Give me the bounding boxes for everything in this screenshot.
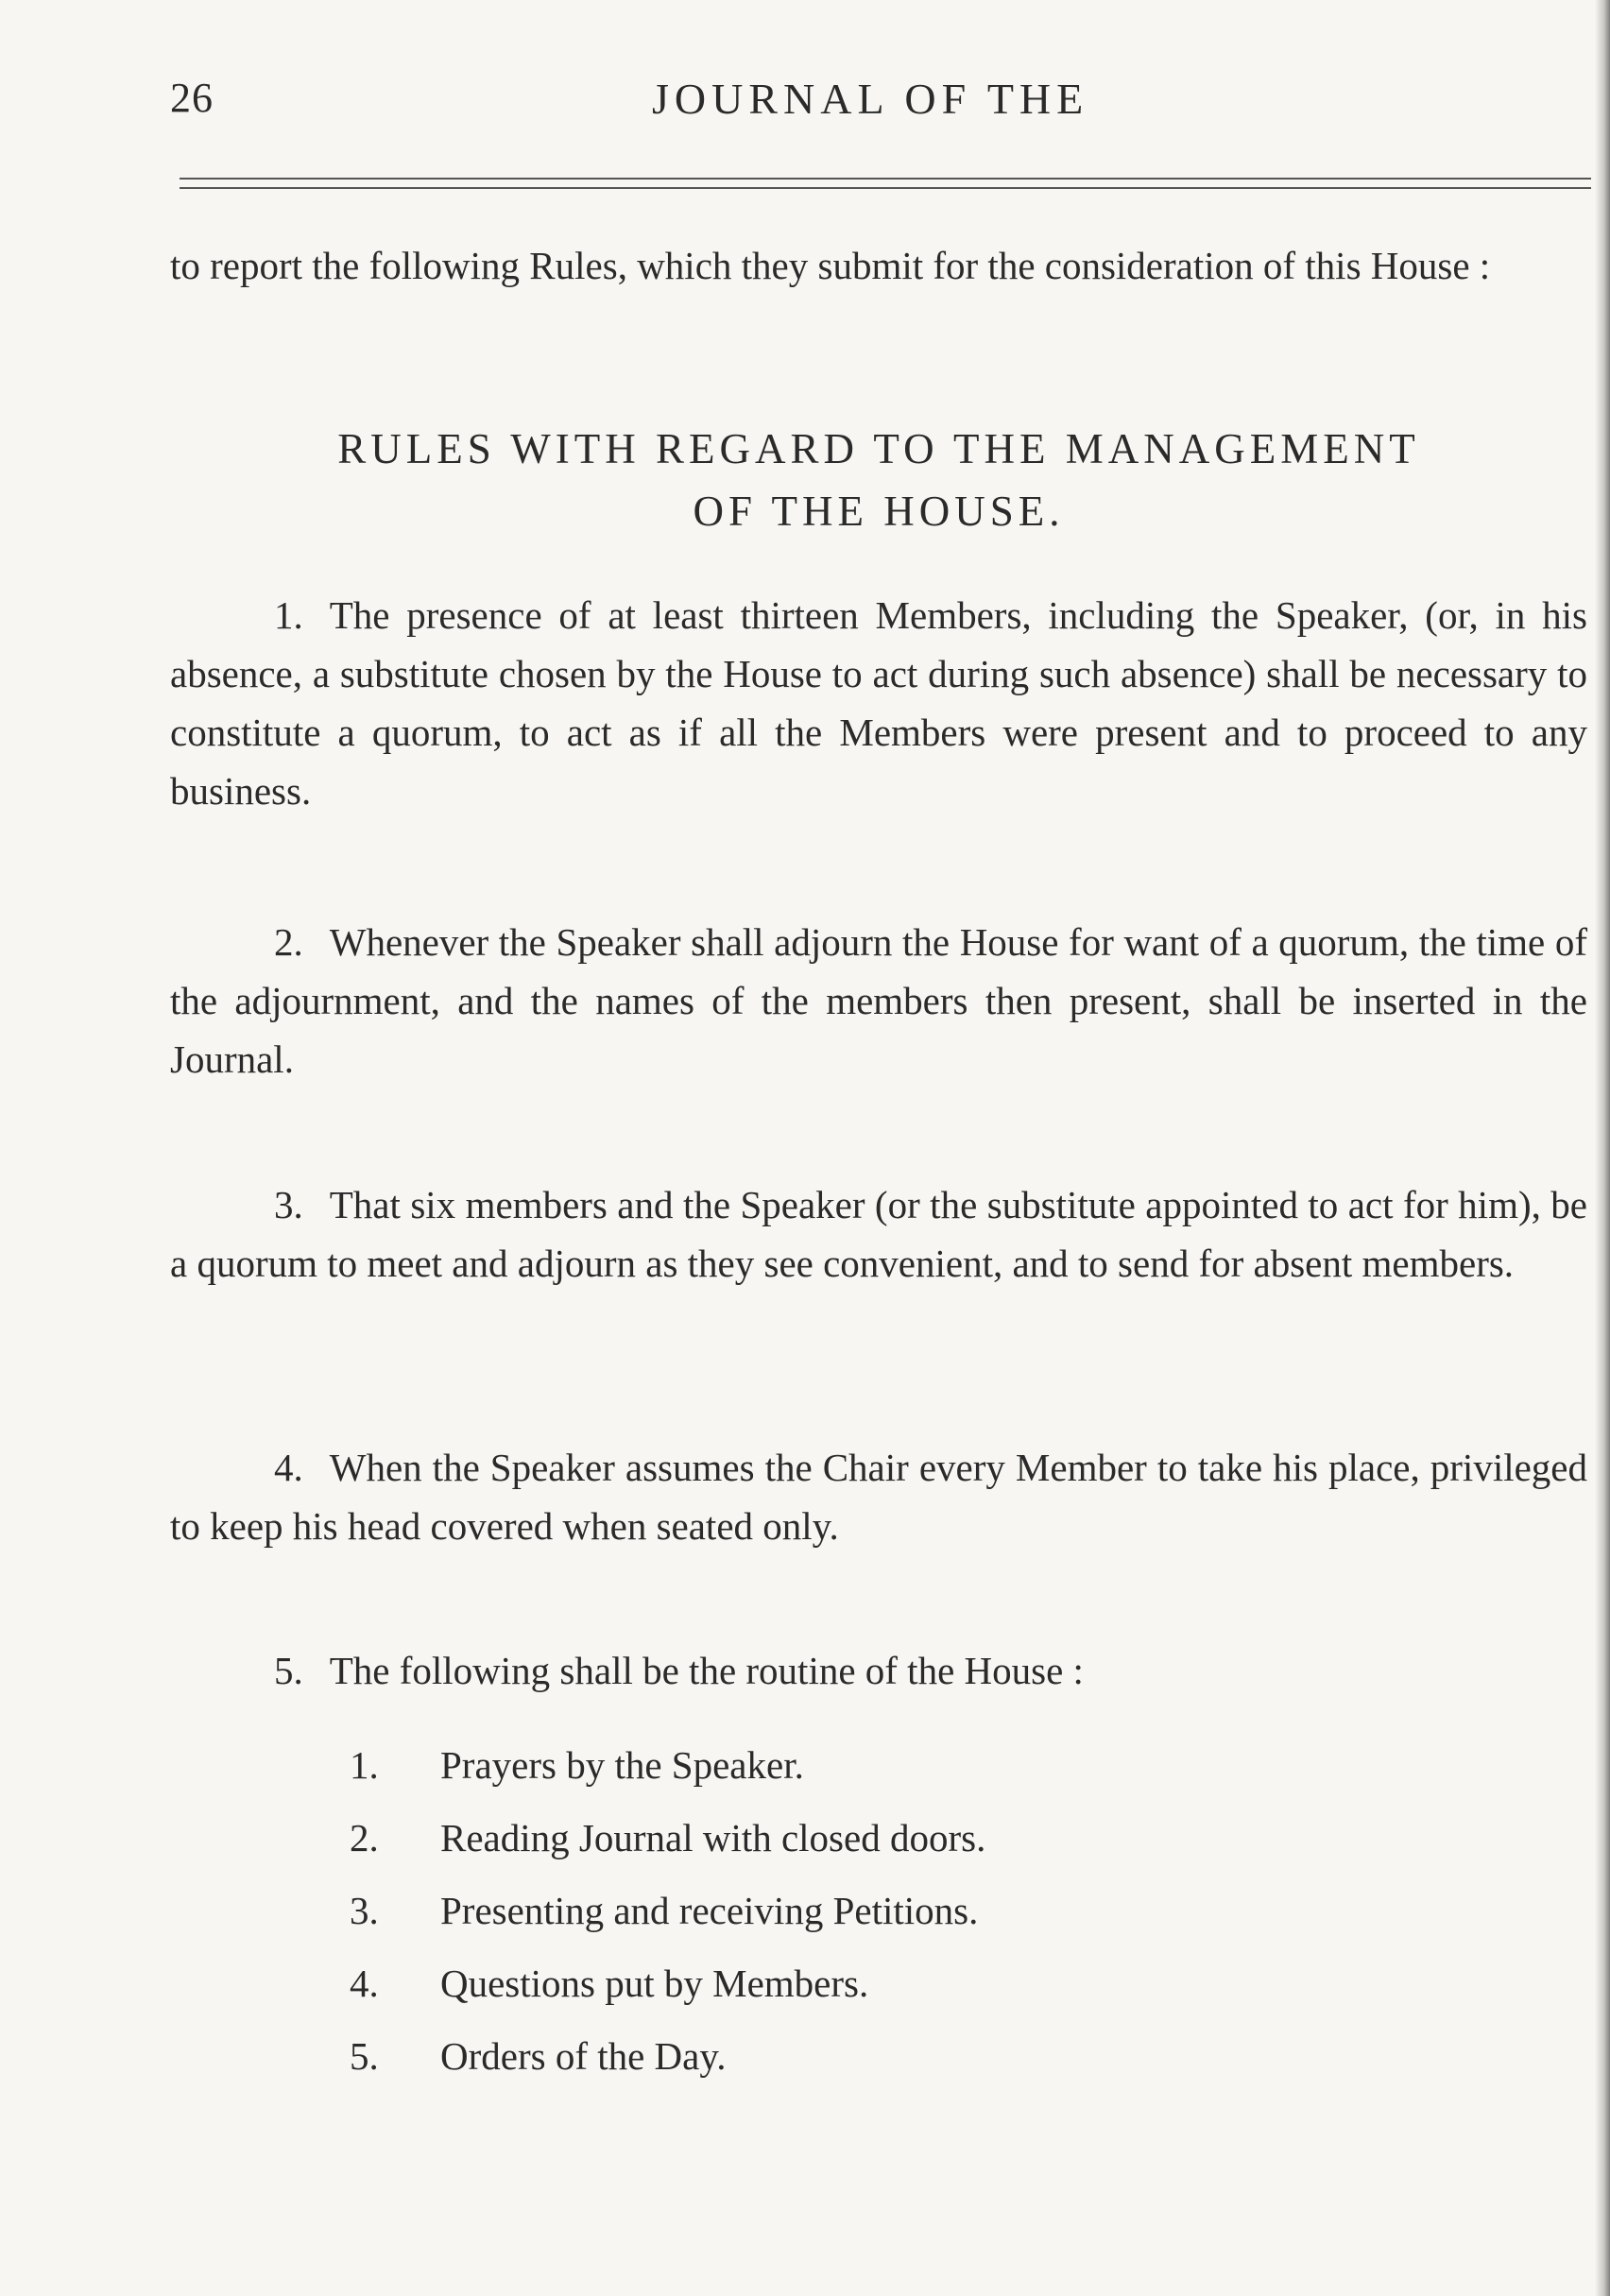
list-item-text: Orders of the Day. [440, 2034, 727, 2078]
running-head [170, 74, 1587, 130]
rule-1 [170, 586, 1587, 820]
rule-number: 2. [274, 920, 303, 964]
rule-4 [170, 1438, 1587, 1555]
list-item [350, 2020, 1294, 2093]
rule-5 [170, 1641, 1587, 1700]
page-number: 26 [170, 75, 214, 121]
routine-list [350, 1729, 1294, 2093]
rule-text: When the Speaker assumes the Chair every Member to take his place, privileged to keep his head covered when seated only. [170, 1446, 1587, 1548]
list-item-number: 4. [350, 1962, 379, 2005]
section-heading-line-1: RULES WITH REGARD TO THE MANAGEMENT [337, 425, 1420, 472]
rule-number: 5. [274, 1649, 303, 1692]
list-item-text: Prayers by the Speaker. [440, 1743, 804, 1787]
header-rule-bottom [180, 187, 1591, 189]
list-item-number: 2. [350, 1816, 379, 1859]
list-item-text: Presenting and receiving Petitions. [440, 1889, 979, 1932]
list-item-number: 3. [350, 1889, 379, 1932]
list-item [350, 1729, 1294, 1802]
rule-2 [170, 913, 1587, 1088]
intro-paragraph: to report the following Rules, which they submit for the consideration of this House : [170, 244, 1491, 287]
list-item-number: 1. [350, 1743, 379, 1787]
section-heading-line-2: OF THE HOUSE. [693, 488, 1065, 535]
list-item [350, 1947, 1294, 2020]
rule-number: 3. [274, 1183, 303, 1226]
rule-text: That six members and the Speaker (or the substitute appointed to act for him), be a quorum to meet and adjourn as they see convenient, and to send for absent members. [170, 1183, 1587, 1285]
list-item-text: Reading Journal with closed doors. [440, 1816, 986, 1859]
rule-text: The presence of at least thirteen Members, including the Speaker, (or, in his absence, a substitute chosen by the House to act during such absence) shall be necessary to constitute a quorum, to act as if all the Members were present and to proceed to any business. [170, 593, 1587, 813]
rule-number: 4. [274, 1446, 303, 1489]
running-title: JOURNAL OF THE [652, 75, 1089, 123]
list-item [350, 1875, 1294, 1947]
rule-text: The following shall be the routine of the House : [329, 1649, 1084, 1692]
rule-text: Whenever the Speaker shall adjourn the House for want of a quorum, the time of the adjournment, and the names of the members then present, shall be inserted in the Journal. [170, 920, 1587, 1081]
section-heading [170, 418, 1587, 542]
rule-number: 1. [274, 593, 303, 637]
rule-3 [170, 1175, 1587, 1293]
header-rule-top [180, 178, 1591, 180]
list-item-text: Questions put by Members. [440, 1962, 869, 2005]
list-item-number: 5. [350, 2034, 379, 2078]
binding-shadow [1595, 0, 1610, 2296]
list-item [350, 1802, 1294, 1875]
